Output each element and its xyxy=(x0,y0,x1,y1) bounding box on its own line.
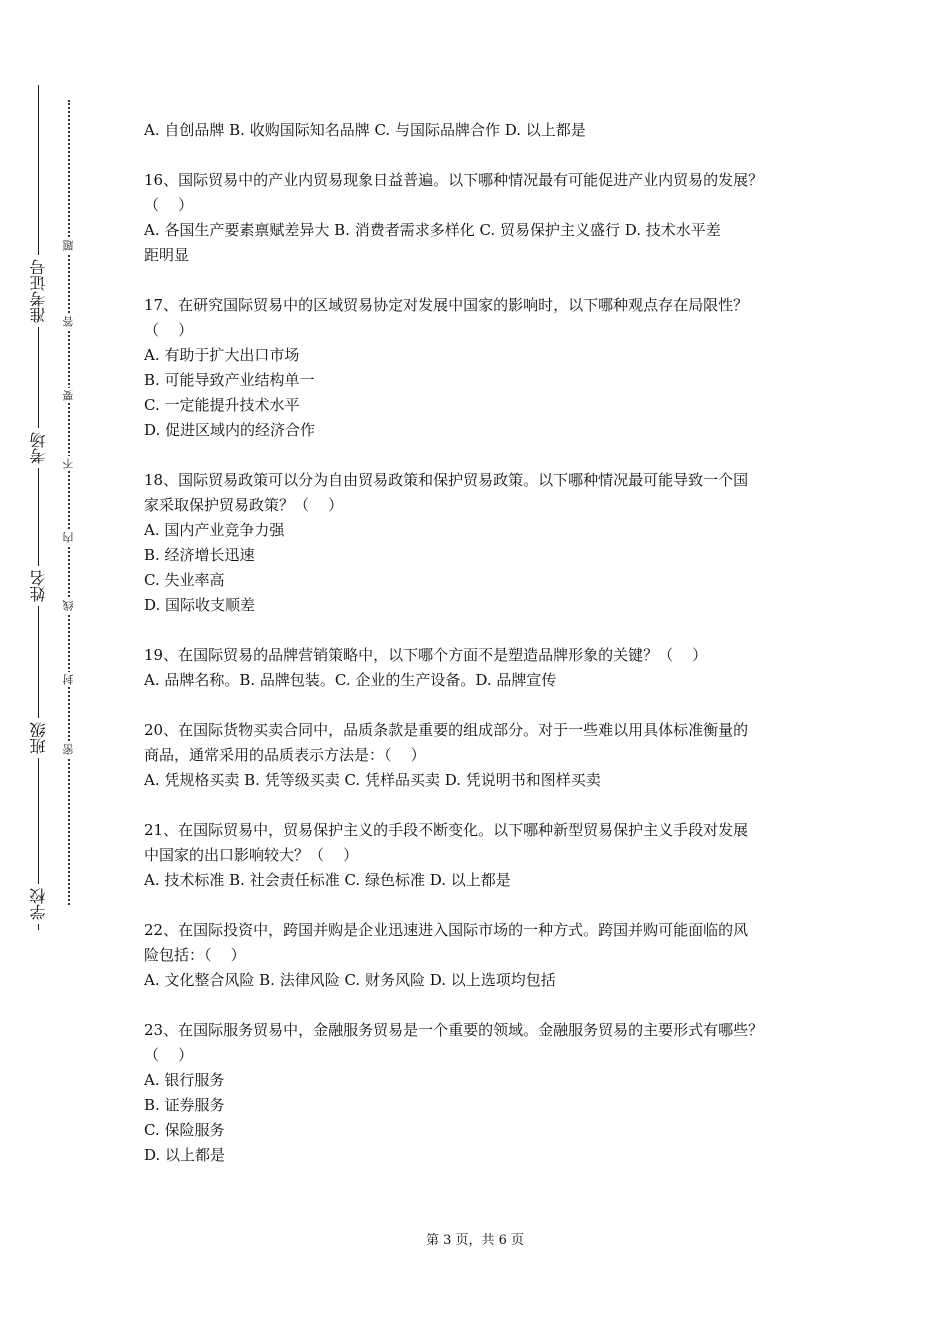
answer-blank: （ ） xyxy=(144,196,194,214)
seal-note-nei: 内 xyxy=(60,530,78,545)
option-line: A. 文化整合风险 B. 法律风险 C. 财务风险 D. 以上选项均包括 xyxy=(144,971,556,989)
question-19 xyxy=(144,643,820,693)
question-17 xyxy=(144,293,820,443)
question-21 xyxy=(144,818,820,893)
field-exam-number: 准考证号 xyxy=(22,255,56,327)
question-stem: 17、在研究国际贸易中的区域贸易协定对发展中国家的影响时，以下哪种观点存在局限性？ xyxy=(144,296,749,314)
option-d: D. 促进区域内的经济合作 xyxy=(144,421,316,439)
question-stem: 险包括：（ ） xyxy=(144,946,246,964)
question-22 xyxy=(144,918,820,993)
option-line: A. 凭规格买卖 B. 凭等级买卖 C. 凭样品买卖 D. 凭说明书和图样买卖 xyxy=(144,771,601,789)
option-d: D. 以上都是 xyxy=(144,1146,226,1164)
field-exam-room: 考场 xyxy=(22,428,56,468)
question-stem: 19、在国际贸易的品牌营销策略中，以下哪个方面不是塑造品牌形象的关键？（ ） xyxy=(144,646,708,664)
option-d: D. 国际收支顺差 xyxy=(144,596,256,614)
option-c: C. 失业率高 xyxy=(144,571,225,589)
question-stem: 商品，通常采用的品质表示方法是：（ ） xyxy=(144,746,426,764)
question-stem: 18、国际贸易政策可以分为自由贸易政策和保护贸易政策。以下哪种情况最可能导致一个国 xyxy=(144,471,749,489)
binding-solid-line xyxy=(38,85,39,930)
option-b: B. 可能导致产业结构单一 xyxy=(144,371,315,389)
seal-note-xian: 线 xyxy=(60,598,78,613)
question-stem: 21、在国际贸易中，贸易保护主义的手段不断变化。以下哪种新型贸易保护主义手段对发展 xyxy=(144,821,749,839)
seal-note-feng: 封 xyxy=(60,672,78,687)
seal-note-da: 答 xyxy=(60,314,78,329)
question-stem: 16、国际贸易中的产业内贸易现象日益普遍。以下哪种情况最有可能促进产业内贸易的发展？ xyxy=(144,171,764,189)
seal-note-bu: 不 xyxy=(60,456,78,471)
option-line: A. 各国生产要素禀赋差异大 B. 消费者需求多样化 C. 贸易保护主义盛行 D. 技术水平差 xyxy=(144,221,721,239)
question-15-options xyxy=(144,118,820,143)
option-a: A. 国内产业竞争力强 xyxy=(144,521,285,539)
option-line: A. 品牌名称。B. 品牌包装。C. 企业的生产设备。D. 品牌宣传 xyxy=(144,671,557,689)
question-stem: 中国家的出口影响较大？（ ） xyxy=(144,846,359,864)
seal-dotted-line xyxy=(68,100,70,905)
field-name: 姓名 xyxy=(22,566,56,606)
option-c: C. 保险服务 xyxy=(144,1121,225,1139)
answer-blank: （ ） xyxy=(144,321,194,339)
question-23 xyxy=(144,1018,820,1168)
option-b: B. 证券服务 xyxy=(144,1096,225,1114)
question-20 xyxy=(144,718,820,793)
option-line: A. 自创品牌 B. 收购国际知名品牌 C. 与国际品牌合作 D. 以上都是 xyxy=(144,121,586,139)
seal-note-yao: 要 xyxy=(60,388,78,403)
option-line: 距明显 xyxy=(144,246,190,264)
question-18 xyxy=(144,468,820,618)
answer-blank: （ ） xyxy=(144,1046,194,1064)
question-content xyxy=(144,118,820,1193)
field-class: 班级 xyxy=(22,718,56,758)
question-16 xyxy=(144,168,820,268)
option-a: A. 有助于扩大出口市场 xyxy=(144,346,300,364)
question-stem: 20、在国际货物买卖合同中，品质条款是重要的组成部分。对于一些难以用具体标准衡量的 xyxy=(144,721,749,739)
field-school: 学校 xyxy=(22,884,56,924)
option-c: C. 一定能提升技术水平 xyxy=(144,396,300,414)
page-number: 第 3 页，共 6 页 xyxy=(425,1233,525,1248)
option-a: A. 银行服务 xyxy=(144,1071,225,1089)
binding-margin xyxy=(0,0,90,1344)
question-stem: 23、在国际服务贸易中，金融服务贸易是一个重要的领域。金融服务贸易的主要形式有哪些？ xyxy=(144,1021,764,1039)
option-b: B. 经济增长迅速 xyxy=(144,546,255,564)
option-line: A. 技术标准 B. 社会责任标准 C. 绿色标准 D. 以上都是 xyxy=(144,871,511,889)
question-stem: 22、在国际投资中，跨国并购是企业迅速进入国际市场的一种方式。跨国并购可能面临的风 xyxy=(144,921,749,939)
question-stem: 家采取保护贸易政策？（ ） xyxy=(144,496,344,514)
seal-note-mi: 密 xyxy=(60,742,78,757)
seal-note-ti: 题 xyxy=(60,238,78,253)
